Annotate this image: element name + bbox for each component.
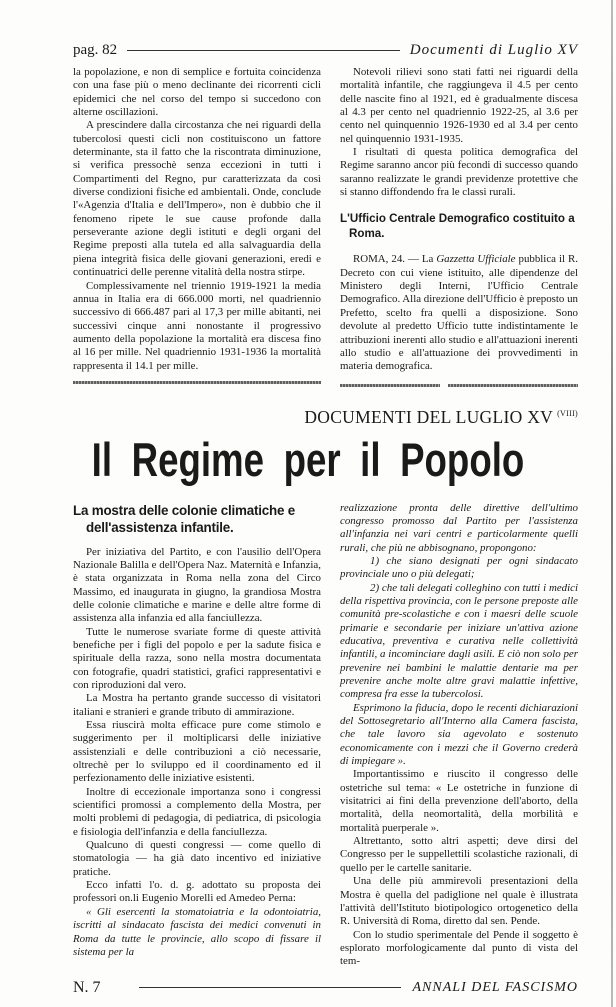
top-section — [73, 66, 578, 387]
article-left-column — [73, 502, 321, 960]
paragraph: A prescindere dalla circostanza che nei riguardi della tubercolosi questi cicli non costituiscono un fattore determinante, sta il fatto che la riscontrata diminuzione, si verifica pressochè senza eccezioni in tutti i Compartimenti del Regno, pur caratterizzata da così diverse condizioni fisiche ed ambientali. Onde, conclude l'«Agenzia d'Italia e dell'Impero», non è dubbio che il fenomeno ripete le sue cause profonde dalla perseverante azione degli istituti e degli organi del Regime preposti alla tutela ed alla salvaguardia della piena integrità fisica delle giovani generazioni, eredi e continuatrici delle perenne vitalità della nostra stirpe. — [73, 119, 321, 279]
paragraph: Notevoli rilievi sono stati fatti nei riguardi della mortalità infantile, che raggiungeva il 4.5 per cento delle nascite fino al 1921, ed è gradualmente discesa al 4.3 per cento nel quadriennio 1922-25, al 3.6 per cento nel quinquennio 1926-1930 ed al 3.4 per cento nel quinquennio 1931-1935. — [340, 66, 578, 145]
title-area — [0, 434, 616, 486]
section-divider — [340, 384, 440, 387]
paragraph: la popolazione, e non di semplice e fortuita coincidenza con una fase più o meno declinante dei ricorrenti cicli epidemici che nel corso del tempo si succedono con alterne oscillazioni. — [73, 66, 321, 119]
article-right-column — [340, 502, 578, 969]
paragraph: Tutte le numerose svariate forme di queste attività benefiche per i figli del popolo e per la sadute fisica e spirituale della razza, sono nella mostra documentata con fotografie, quadri statistici, grafici rappresentativi e con riproduzioni dal vero. — [73, 625, 321, 691]
paragraph: Una delle più ammirevoli presentazioni della Mostra è quella del padiglione nel quale è illustrata l'attività dell'Istituto biotipologico ortogenetico della R. Università di Roma, diretto dal sen. Pende. — [340, 875, 578, 928]
paragraph: Inoltre di eccezionale importanza sono i congressi scientifici promossi a complemento della Mostra, per molti problemi di pedagogia, di pediatrica, di psicologia e fisiologia dell'infanzia e della fanciullezza. — [73, 785, 321, 838]
paragraph: Qualcuno di questi congressi — come quello di stomatologia — ha già dato incentivo ed iniziative pratiche. — [73, 839, 321, 878]
paragraph: La Mostra ha pertanto grande successo di visitatori italiani e stranieri e grande tributo di ammirazione. — [73, 692, 321, 718]
publication-title: Gazzetta Ufficiale — [436, 253, 516, 266]
article-heading: La mostra delle colonie climatiche e dell'assistenza infantile. — [73, 502, 296, 535]
paragraph: Complessivamente nel triennio 1919-1921 la media annua in Italia era di 666.000 morti, nel quadriennio successivo di 666.487 pari al 17,3 per mille abitanti, nei successivi cinque anni nonostante il progressivo aumento della popolazione la mortalità era discesa fino al 16 per mille. Nel quadriennio 1931-1936 la mortalità rappresenta il 14.1 per mille. — [73, 279, 321, 372]
paragraph: I risultati di questa politica demografica del Regime saranno ancor più fecondi di successo quando saranno realizzate le grandi previdenze protettive che si stanno diffondendo fra le classi rurali. — [340, 146, 578, 199]
section-banner: DOCUMENTI DEL LUGLIO XV $^{(VIII)}$ — [304, 406, 578, 427]
section-divider — [448, 384, 578, 387]
page-footer — [73, 977, 578, 999]
paragraph: Essa riuscirà molta efficace pure come stimolo e suggerimento per il moltiplicarsi delle iniziative assistenziali e delle contribuzioni a ciò necessarie, oltrechè per lo sviluppo ed il coordinamento ed il perfezionamento delle iniziative esistenti. — [73, 719, 321, 785]
paragraph: Altrettanto, sotto altri aspetti; deve dirsi del Congresso per le suppellettili scolastiche razionali, di quello per le cartelle sanitarie. — [340, 835, 578, 874]
quote-list-item: 2) che tali delegati colleghino con tutti i medici della rispettiva provincia, con le persone preposte alle comunità pre-scolastiche e con i maesri delle scuole primarie e secondarie per iniziare un'attiva azione educativa, preventiva e curativa nelle collettività infantili, a incominciare dagli asili. E ciò non solo per prevenire nei bambini le malattie dentarie ma per prevenire anche molte altre gravi malattie infettive, compresa fra esse la tubercolosi. — [340, 581, 578, 701]
running-header: Documenti di Luglio XV — [409, 41, 578, 58]
section-heading: L'Ufficio Centrale Demografico costituito a Roma. — [340, 212, 575, 241]
page-number: pag. 82 — [73, 41, 118, 58]
page-title: Il Regime per il Popolo — [91, 432, 525, 486]
quote-paragraph: « Gli esercenti la stomatoiatria e la odontoiatria, iscritti al sindacato fascista dei medici convenuti in Roma da tutte le provincie, allo scopo di fissare il sistema per la — [73, 905, 321, 958]
quote-list-item: 1) che siano designati per ogni sindacato provinciale uno o più delegati; — [340, 554, 578, 581]
section-divider — [73, 381, 321, 384]
paragraph: Per iniziativa del Partito, e con l'ausilio dell'Opera Nazionale Balilla e dell'Opera Naz. Maternità e Infanzia, è stata organizzata in Roma nella zona del Circo Massimo, ed inaugurata in giugno, la grandiosa Mostra delle colonie climatiche e marine e delle altre forme di assistenza alla infanzia ed alla fanciullezza. — [73, 545, 321, 625]
page-header — [73, 40, 578, 60]
top-right-column — [340, 66, 578, 387]
quote-paragraph: realizzazione pronta delle direttive dell'ultimo congresso promosso dal Partito per l'assistenza all'infanzia nei vari centri e particolarmente quelli rurali, che più ne abbisognano, propongono: — [340, 501, 578, 554]
paragraph: Con lo studio sperimentale del Pende il soggetto è esplorato morfologicamente dal punto di vista del tem- — [340, 928, 578, 968]
paragraph: ROMA, 24. — La Gazzetta Ufficiale pubblica il R. Decreto con cui viene istituito, alle dipendenze del Ministero degli Interni, l'Ufficio Centrale Demografico. Alla direzione dell'Ufficio è preposto un Prefetto, scelto fra quelli a disposizione. Sono devolute al predetto Ufficio tutte indistintamente le attribuzioni inerenti allo studio e all'attuazioni inerenti allo studio e all'attuazione dei provvedimenti in materia demografica. — [340, 253, 578, 373]
top-left-column — [73, 66, 321, 384]
paragraph: Importantissimo e riuscito il congresso delle ostetriche sul tema: « Le ostetriche in funzione di visitatrici ai fini della prevenzione dell'aborto, della mortalità, della neomortalità, della morbilità e mortalità puerperale ». — [340, 768, 578, 834]
quote-paragraph: Esprimono la fiducia, dopo le recenti dichiarazioni del Sottosegretario all'Interno alla Camera fascista, che tale lavoro sia agevolato e sostenuto economicamente con i mezzi che il Governo crederà di impiegare ». — [340, 701, 578, 768]
header-rule — [127, 50, 400, 51]
journal-name: ANNALI DEL FASCISMO — [412, 979, 578, 995]
issue-number: N. 7 — [73, 978, 101, 996]
paragraph: Ecco infatti l'o. d. g. adottato su proposta dei professori on.li Eugenio Morelli ed Amedeo Perna: — [73, 879, 321, 905]
divider-pair — [340, 384, 578, 387]
footer-rule — [139, 987, 401, 988]
article-section — [73, 502, 578, 969]
